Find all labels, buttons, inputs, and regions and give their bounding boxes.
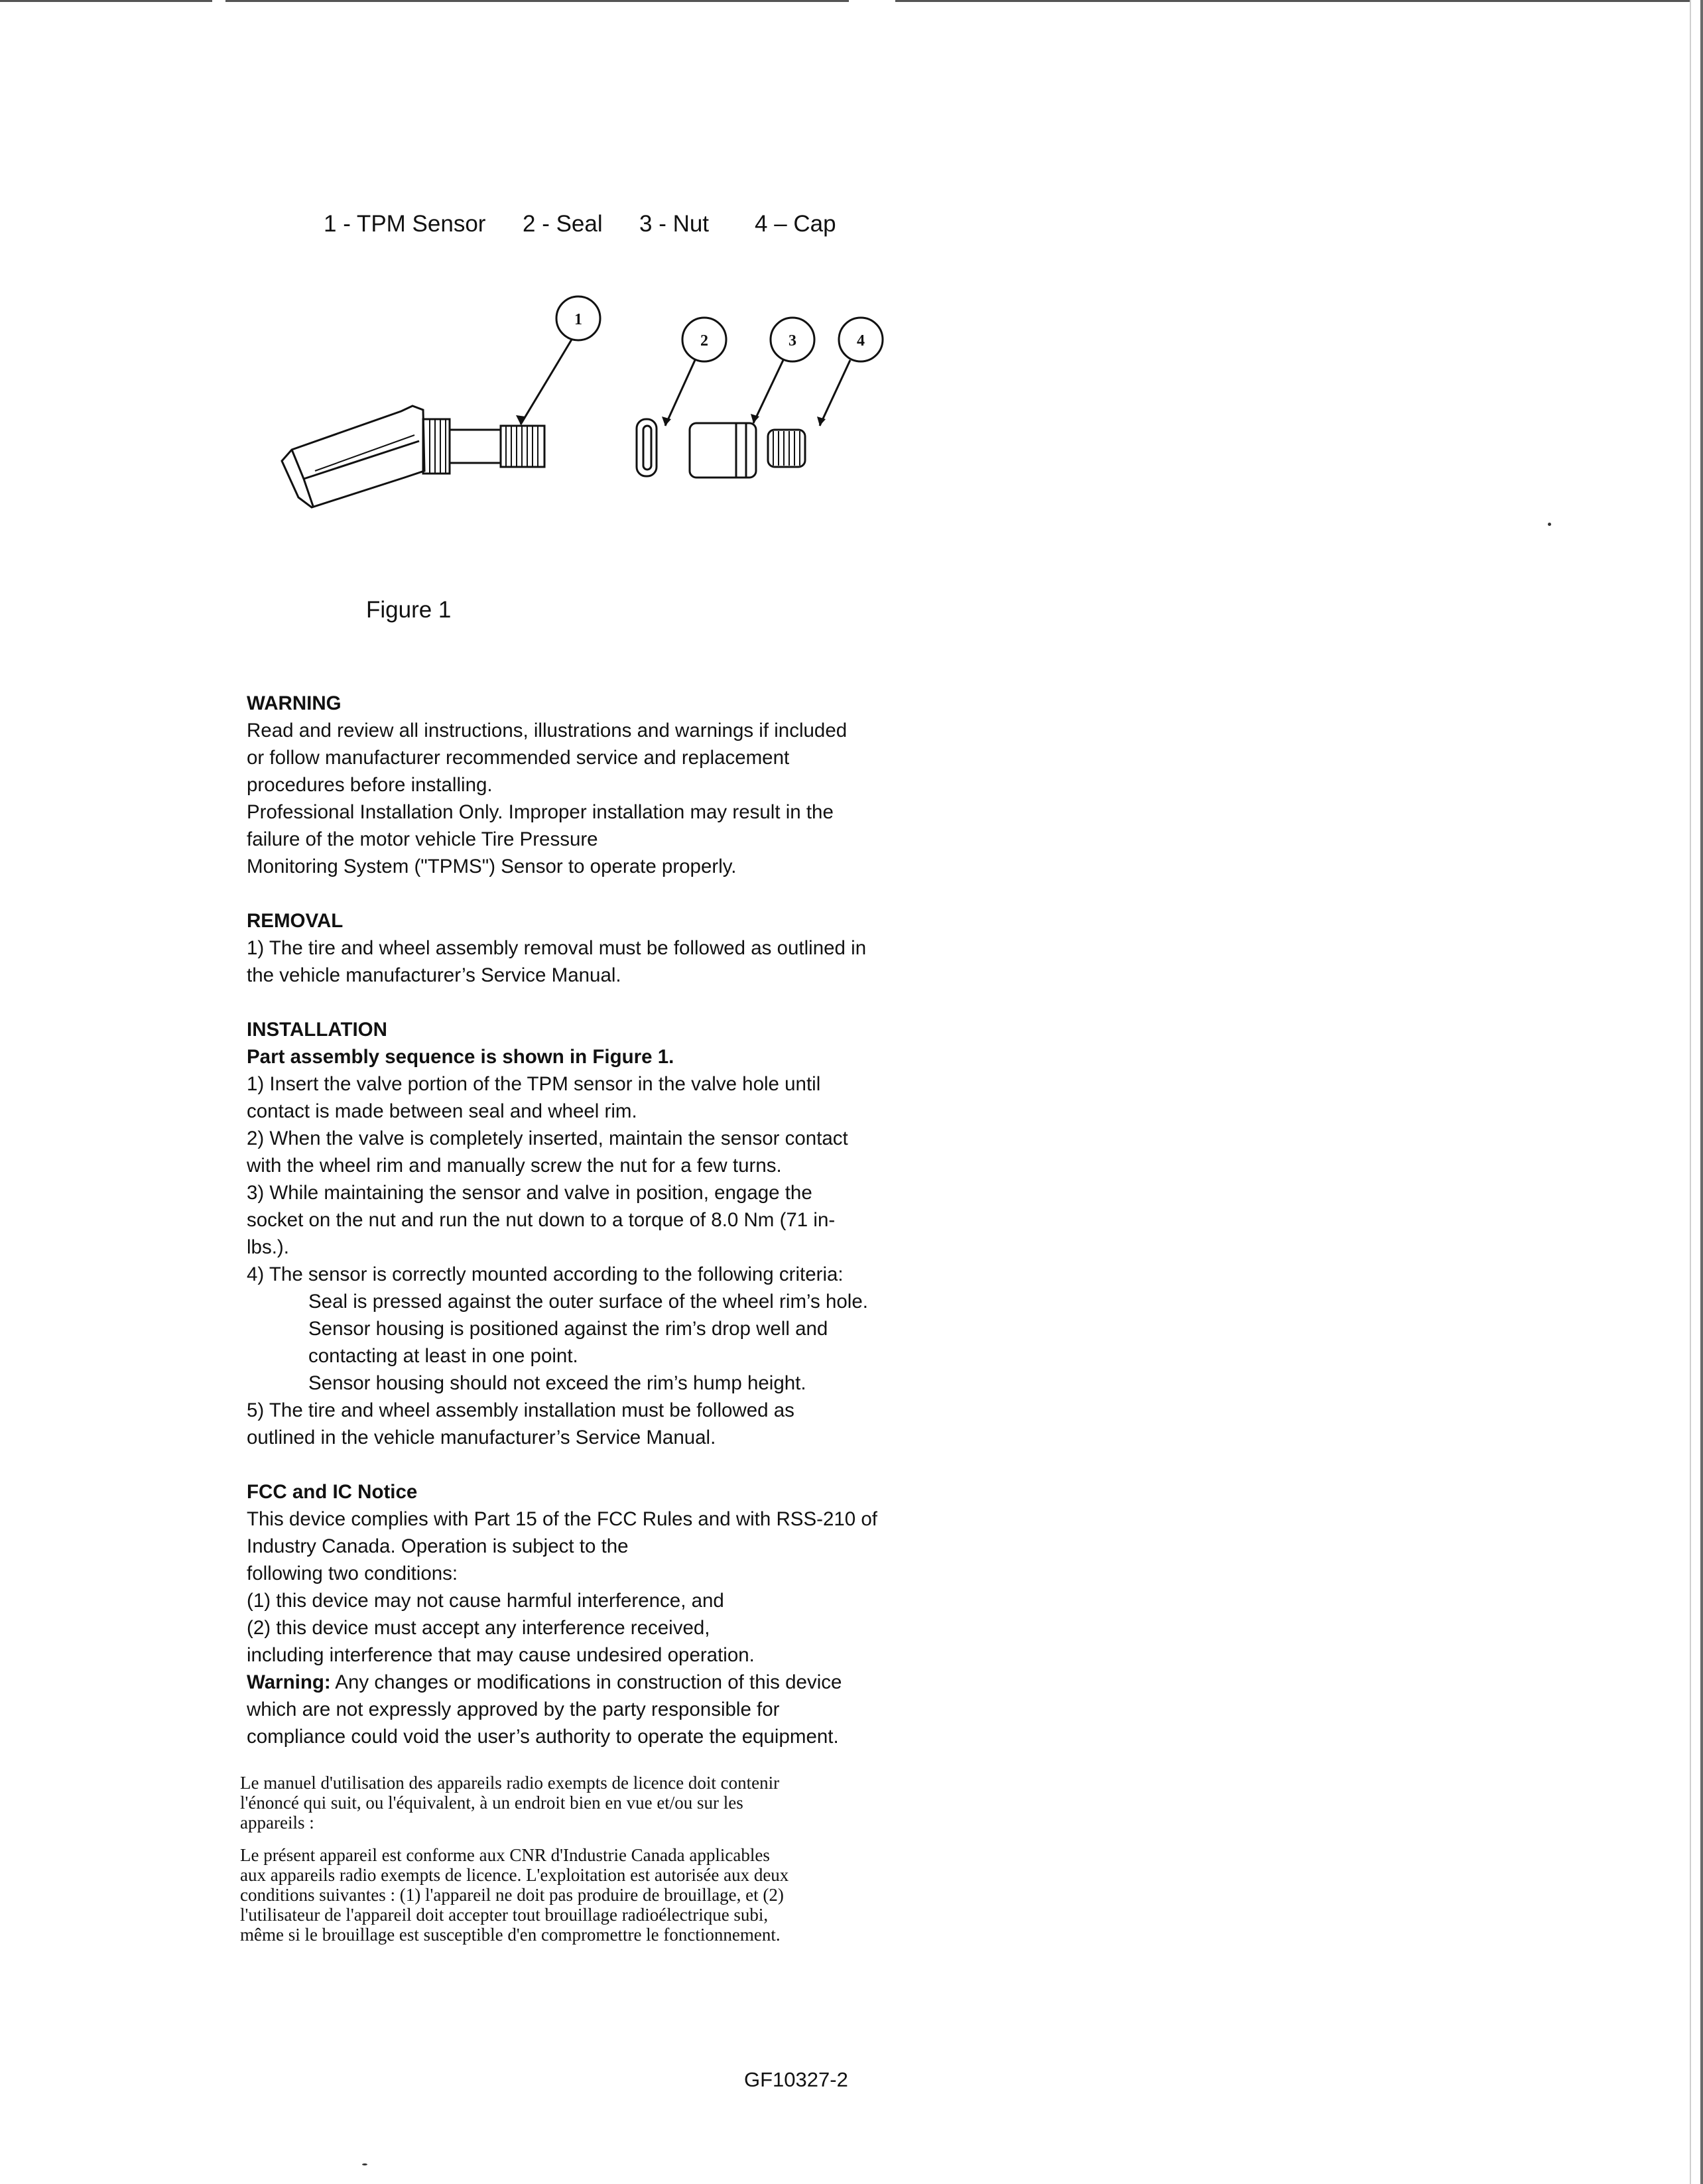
installation-subheading: Part assembly sequence is shown in Figure 1. [247, 1046, 674, 1068]
leader-line-4 [820, 360, 850, 426]
warning-line: Monitoring System ("TPMS") Sensor to operate properly. [247, 856, 737, 877]
installation-line: with the wheel rim and manually screw the nut for a few turns. [247, 1155, 782, 1177]
warning-line: or follow manufacturer recommended service and replacement [247, 747, 790, 769]
french-line: aux appareils radio exempts de licence. L'exploitation est autorisée aux deux [240, 1865, 789, 1885]
fcc-warning-text: Any changes or modifications in construction of this device [330, 1671, 842, 1693]
instructions-body [247, 690, 910, 1750]
installation-line: 4) The sensor is correctly mounted according to the following criteria: [247, 1263, 844, 1285]
fcc-warning-line: which are not expressly approved by the party responsible for [247, 1699, 780, 1720]
french-line: l'utilisateur de l'appareil doit accepter tout brouillage radioélectrique subi, [240, 1905, 769, 1925]
document-id: GF10327-2 [744, 2068, 848, 2091]
fcc-warning-label: Warning: [247, 1671, 331, 1693]
fcc-line: (2) this device must accept any interference received, [247, 1617, 710, 1639]
installation-line: 1) Insert the valve portion of the TPM sensor in the valve hole until [247, 1073, 821, 1095]
installation-line: 3) While maintaining the sensor and valve in position, engage the [247, 1182, 812, 1204]
seal-part [637, 419, 657, 476]
french-notice-body [240, 1845, 903, 1945]
fcc-line: This device complies with Part 15 of the FCC Rules and with RSS-210 of [247, 1508, 877, 1530]
installation-line: lbs.). [247, 1236, 289, 1258]
legend-item-sensor: 1 - TPM Sensor [324, 211, 486, 237]
french-line: conditions suivantes : (1) l'appareil ne doit pas produire de brouillage, et (2) [240, 1885, 784, 1905]
figure-caption: Figure 1 [366, 597, 452, 623]
legend-item-cap: 4 – Cap [755, 211, 836, 237]
leader-line-1 [521, 340, 572, 424]
scan-edge-line [225, 0, 849, 2]
fcc-line: following two conditions: [247, 1563, 458, 1584]
warning-line: procedures before installing. [247, 774, 493, 796]
cap-knurling [773, 431, 800, 466]
criteria-line: contacting at least in one point. [308, 1345, 578, 1367]
french-line: l'énoncé qui suit, ou l'équivalent, à un endroit bien en vue et/ou sur les [240, 1793, 743, 1813]
callout-label-2: 2 [700, 332, 708, 350]
fcc-warning-line: compliance could void the user’s authority to operate the equipment. [247, 1726, 839, 1748]
french-line: appareils : [240, 1813, 314, 1832]
nut-part [690, 423, 756, 478]
french-line: Le présent appareil est conforme aux CNR d'Industrie Canada applicables [240, 1845, 770, 1865]
warning-line: Professional Installation Only. Improper installation may result in the [247, 801, 834, 823]
installation-line: contact is made between seal and wheel rim. [247, 1100, 637, 1122]
leader-line-2 [665, 360, 695, 426]
fcc-warning-line [247, 1669, 910, 1696]
warning-line: failure of the motor vehicle Tire Pressure [247, 828, 598, 850]
installation-line: 5) The tire and wheel assembly installation must be followed as [247, 1399, 794, 1421]
installation-line: socket on the nut and run the nut down to a torque of 8.0 Nm (71 in- [247, 1209, 836, 1231]
scan-speck [1548, 523, 1551, 526]
scan-right-edge-shadow [1690, 0, 1691, 2184]
legend-item-nut: 3 - Nut [639, 211, 710, 237]
warning-heading: WARNING [247, 692, 342, 714]
fcc-line: including interference that may cause undesired operation. [247, 1644, 755, 1666]
scan-edge-line [895, 0, 1691, 2]
french-notice-intro [240, 1773, 903, 1832]
fcc-heading: FCC and IC Notice [247, 1481, 418, 1503]
criteria-line: Sensor housing should not exceed the rim’s hump height. [308, 1372, 806, 1394]
callout-label-3: 3 [788, 332, 796, 350]
tpm-sensor-part [282, 406, 544, 507]
legend-item-seal: 2 - Seal [523, 211, 603, 237]
removal-line: the vehicle manufacturer’s Service Manual. [247, 964, 621, 986]
french-line: même si le brouillage est susceptible d'en compromettre le fonctionnement. [240, 1925, 781, 1945]
sensor-thread-hatching [430, 419, 538, 474]
criteria-line: Sensor housing is positioned against the rim’s drop well and [308, 1318, 828, 1340]
scan-speck [362, 2163, 367, 2165]
callout-label-4: 4 [857, 332, 865, 350]
scan-right-edge [1700, 0, 1703, 2184]
leader-line-3 [753, 360, 783, 423]
criteria-line: Seal is pressed against the outer surface of the wheel rim’s hole. [308, 1291, 868, 1313]
removal-heading: REMOVAL [247, 910, 344, 932]
fcc-line: Industry Canada. Operation is subject to the [247, 1535, 629, 1557]
removal-line: 1) The tire and wheel assembly removal must be followed as outlined in [247, 937, 867, 959]
scan-edge-line [0, 0, 212, 2]
installation-heading: INSTALLATION [247, 1019, 387, 1041]
french-line: Le manuel d'utilisation des appareils radio exempts de licence doit contenir [240, 1773, 780, 1793]
fcc-line: (1) this device may not cause harmful interference, and [247, 1590, 724, 1612]
installation-line: outlined in the vehicle manufacturer’s Service Manual. [247, 1427, 716, 1448]
callout-label-1: 1 [574, 311, 582, 328]
installation-line: 2) When the valve is completely inserted, maintain the sensor contact [247, 1127, 848, 1149]
warning-line: Read and review all instructions, illustrations and warnings if included [247, 720, 848, 741]
tpms-sensor-diagram [265, 279, 915, 557]
